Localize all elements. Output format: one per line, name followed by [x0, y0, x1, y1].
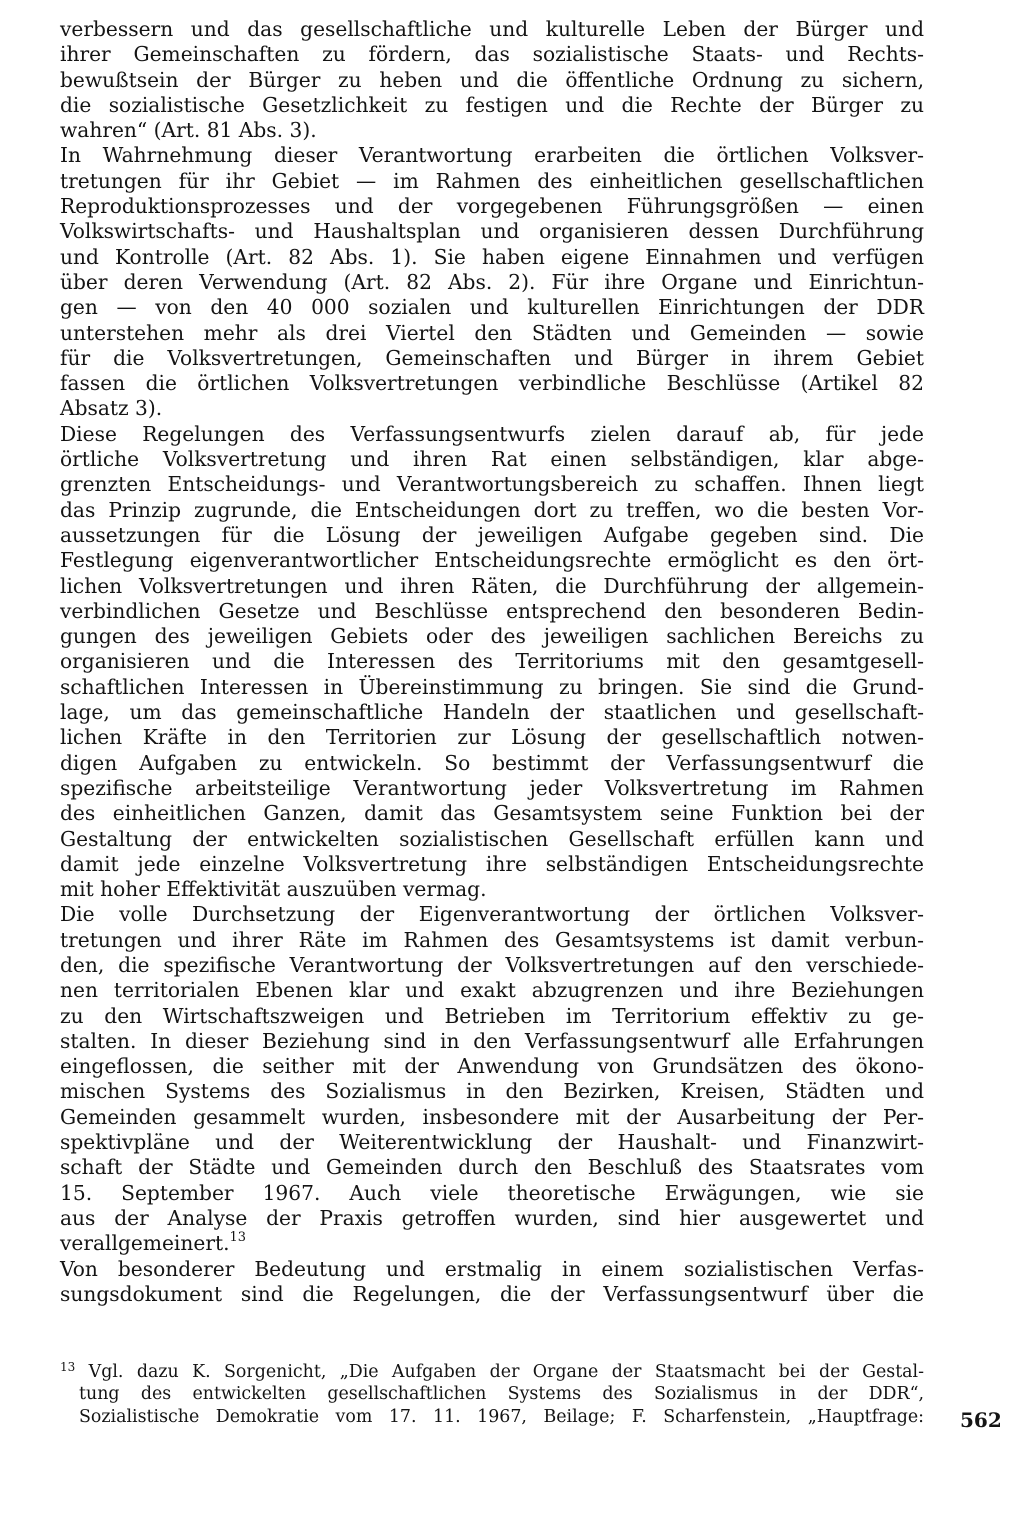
text-line-content: wahren“ (Art. 81 Abs. 3). — [60, 118, 317, 143]
text-line — [60, 675, 924, 700]
footnote-marker: 13 — [60, 1360, 76, 1374]
text-line — [60, 1029, 924, 1054]
text-line — [60, 548, 924, 573]
text-line — [60, 953, 924, 978]
text-line — [60, 725, 924, 750]
body-text — [60, 17, 924, 1307]
text-line-content: unterstehen mehr als drei Viertel den Städten und Gemeinden — sowie — [60, 320, 924, 345]
text-line — [60, 801, 924, 826]
text-line-content: Diese Regelungen des Verfassungsentwurfs zielen darauf ab, für jede — [60, 421, 924, 446]
footnote-section — [60, 1361, 924, 1428]
text-line — [60, 1231, 924, 1256]
text-line — [60, 396, 924, 421]
text-line — [60, 1155, 924, 1180]
text-line-content: digen Aufgaben zu entwickeln. So bestimmt der Verfassungsentwurf die — [60, 750, 924, 775]
text-line-content: grenzten Entscheidungs- und Verantwortungsbereich zu schaffen. Ihnen liegt — [60, 472, 924, 497]
text-line — [60, 68, 924, 93]
text-line-content: schaft der Städte und Gemeinden durch den Beschluß des Staatsrates vom — [60, 1155, 924, 1180]
text-line-content: örtliche Volksvertretung und ihren Rat einen selbständigen, klar abge- — [60, 447, 924, 472]
text-line-content: Gestaltung der entwickelten sozialistischen Gesellschaft erfüllen kann und — [60, 826, 924, 851]
text-line-content: sungsdokument sind die Regelungen, die der Verfassungsentwurf über die — [60, 1281, 924, 1306]
text-line — [60, 751, 924, 776]
text-line — [60, 422, 924, 447]
text-line-content: über deren Verwendung (Art. 82 Abs. 2). Für ihre Organe und Einrichtun- — [60, 269, 924, 294]
text-line — [60, 599, 924, 624]
text-line-content: bewußtsein der Bürger zu heben und die öffentliche Ordnung zu sichern, — [60, 67, 924, 92]
text-line — [60, 776, 924, 801]
text-line-content: verallgemeinert. — [60, 1231, 230, 1256]
text-line — [60, 321, 924, 346]
text-line-content: Die volle Durchsetzung der Eigenverantwortung der örtlichen Volksver- — [60, 902, 924, 927]
text-line — [60, 574, 924, 599]
text-line — [60, 1181, 924, 1206]
text-line-content: aussetzungen für die Lösung der jeweiligen Aufgabe gegeben sind. Die — [60, 522, 924, 547]
text-line-content: das Prinzip zugrunde, die Entscheidungen dort zu treffen, wo die besten Vor- — [60, 497, 924, 522]
text-line — [60, 1130, 924, 1155]
text-line — [60, 472, 924, 497]
text-line-content: für die Volksvertretungen, Gemeinschaften und Bürger in ihrem Gebiet — [60, 345, 924, 370]
text-line — [60, 498, 924, 523]
text-line — [60, 245, 924, 270]
text-line-content: lichen Volksvertretungen und ihren Räten, die Durchführung der allgemein- — [60, 573, 924, 598]
text-line — [60, 270, 924, 295]
text-line-content: 15. September 1967. Auch viele theoretische Erwägungen, wie sie — [60, 1180, 924, 1205]
text-line-content: fassen die örtlichen Volksvertretungen verbindliche Beschlüsse (Artikel 82 — [60, 371, 924, 396]
text-line — [60, 978, 924, 1003]
text-line-content: und Kontrolle (Art. 82 Abs. 1). Sie haben eigene Einnahmen und verfügen — [60, 244, 924, 269]
footnote-line: Sozialistische Demokratie vom 17. 11. 1967, Beilage; F. Scharfenstein, „Hauptfrage: — [79, 1406, 924, 1427]
text-line — [60, 118, 924, 143]
text-line — [60, 1282, 924, 1307]
text-line-content: schaftlichen Interessen in Übereinstimmung zu bringen. Sie sind die Grund- — [60, 674, 924, 699]
text-line-content: Volkswirtschafts- und Haushaltsplan und organisieren dessen Durchführung — [60, 219, 924, 244]
text-line — [60, 877, 924, 902]
text-line-content: ihrer Gemeinschaften zu fördern, das sozialistische Staats- und Rechts- — [60, 42, 924, 67]
text-line — [60, 1004, 924, 1029]
text-line — [60, 1206, 924, 1231]
text-line — [60, 1257, 924, 1282]
text-line-content: spektivpläne und der Weiterentwicklung der Haushalt- und Finanzwirt- — [60, 1130, 924, 1155]
text-line — [60, 447, 924, 472]
text-line-content: den, die spezifische Verantwortung der Volksvertretungen auf den verschiede- — [60, 952, 924, 977]
text-line-content: nen territorialen Ebenen klar und exakt abzugrenzen und ihre Beziehungen — [60, 978, 924, 1003]
text-line — [60, 1079, 924, 1104]
text-line-content: lage, um das gemeinschaftliche Handeln der staatlichen und gesellschaft- — [60, 700, 924, 725]
page-number: 562 — [960, 1408, 1002, 1432]
text-line-content: In Wahrnehmung dieser Verantwortung erarbeiten die örtlichen Volksver- — [60, 143, 924, 168]
text-line-content: mit hoher Effektivität auszuüben vermag. — [60, 877, 487, 902]
footnote-text: Vgl. dazu K. Sorgenicht, „Die Aufgaben der Organe der Staatsmacht bei der Gestal- — [88, 1362, 924, 1382]
text-line — [60, 371, 924, 396]
text-line — [60, 93, 924, 118]
text-line-content: mischen Systems des Sozialismus in den Bezirken, Kreisen, Städten und — [60, 1079, 924, 1104]
text-line-content: gungen des jeweiligen Gebiets oder des jeweiligen sachlichen Bereichs zu — [60, 624, 924, 649]
text-line — [60, 902, 924, 927]
text-line-content: Reproduktionsprozesses und der vorgegebenen Führungsgrößen — einen — [60, 194, 924, 219]
text-line — [60, 649, 924, 674]
text-line-content: organisieren und die Interessen des Territoriums mit den gesamtgesell- — [60, 649, 924, 674]
text-line-content: des einheitlichen Ganzen, damit das Gesamtsystem seine Funktion bei der — [60, 801, 924, 826]
text-line-content: tretungen und ihrer Räte im Rahmen des Gesamtsystems ist damit verbun- — [60, 927, 924, 952]
text-line — [60, 42, 924, 67]
text-line-content: aus der Analyse der Praxis getroffen wurden, sind hier ausgewertet und — [60, 1205, 924, 1230]
footnote-reference: 13 — [229, 1230, 247, 1246]
text-line — [60, 17, 924, 42]
text-line-content: verbindlichen Gesetze und Beschlüsse entsprechend den besonderen Bedin- — [60, 598, 924, 623]
text-line — [60, 523, 924, 548]
text-line — [60, 169, 924, 194]
text-line-content: tretungen für ihr Gebiet — im Rahmen des einheitlichen gesellschaftlichen — [60, 168, 924, 193]
text-line-content: die sozialistische Gesetzlichkeit zu festigen und die Rechte der Bürger zu — [60, 92, 924, 117]
text-line — [60, 852, 924, 877]
text-line-content: stalten. In dieser Beziehung sind in den Verfassungsentwurf alle Erfahrungen — [60, 1028, 924, 1053]
text-line — [60, 1054, 924, 1079]
text-line — [60, 346, 924, 371]
text-line-content: spezifische arbeitsteilige Verantwortung jeder Volksvertretung im Rahmen — [60, 775, 924, 800]
text-line — [60, 928, 924, 953]
text-line-content: zu den Wirtschaftszweigen und Betrieben im Territorium effektiv zu ge- — [60, 1003, 924, 1028]
text-line — [60, 143, 924, 168]
text-line — [60, 295, 924, 320]
text-line — [60, 1105, 924, 1130]
text-line-content: lichen Kräfte in den Territorien zur Lösung der gesellschaftlich notwen- — [60, 725, 924, 750]
text-line-content: eingeflossen, die seither mit der Anwendung von Grundsätzen des ökono- — [60, 1054, 924, 1079]
text-line-content: Gemeinden gesammelt wurden, insbesondere mit der Ausarbeitung der Per- — [60, 1104, 924, 1129]
text-line — [60, 624, 924, 649]
text-line-content: Absatz 3). — [60, 396, 163, 421]
text-line-content: verbessern und das gesellschaftliche und kulturelle Leben der Bürger und — [60, 17, 924, 41]
text-line — [60, 700, 924, 725]
text-line — [60, 194, 924, 219]
text-line — [60, 219, 924, 244]
text-line-content: Festlegung eigenverantwortlicher Entscheidungsrechte ermöglicht es den ört- — [60, 548, 924, 573]
footnote-line — [60, 1361, 924, 1383]
text-line — [60, 827, 924, 852]
text-line-content: Von besonderer Bedeutung und erstmalig in einem sozialistischen Verfas- — [60, 1256, 924, 1281]
text-line-content: gen — von den 40 000 sozialen und kulturellen Einrichtungen der DDR — [60, 295, 924, 320]
text-line-content: damit jede einzelne Volksvertretung ihre selbständigen Entscheidungsrechte — [60, 851, 924, 876]
footnote-line: tung des entwickelten gesellschaftlichen Systems des Sozialismus in der DDR“, — [79, 1384, 924, 1405]
